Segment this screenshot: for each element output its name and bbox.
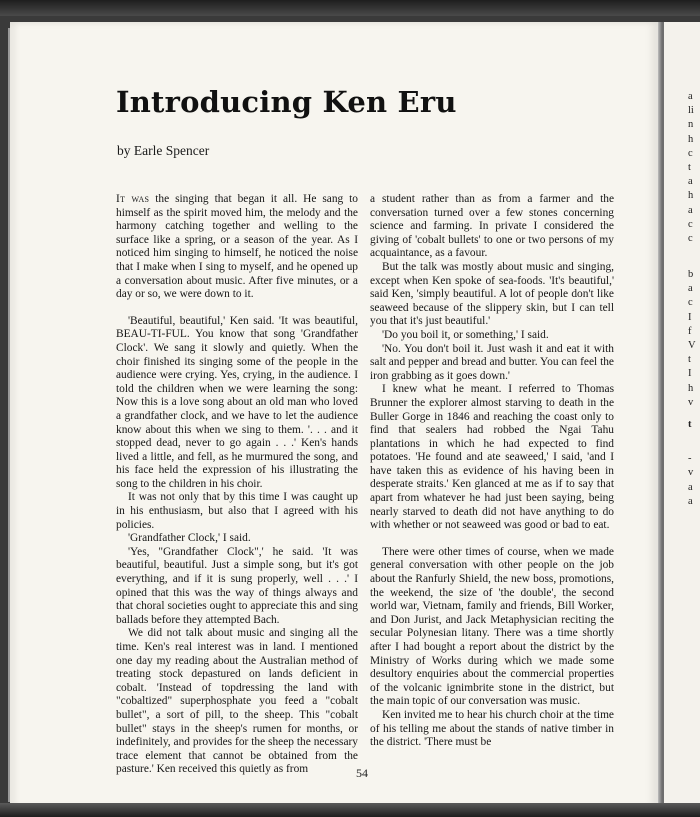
fragment: h	[688, 382, 694, 394]
article-byline: by Earle Spencer	[117, 143, 210, 158]
fragment: I	[688, 311, 692, 323]
paragraph: I knew what he meant. I referred to Thomas Brunner the explorer almost starving to death in the Buller Gorge in 1846 and reaching the coast only to find that sealers had robbed the Ngai Tahu plantations in which he had expected to find potatoes. 'He found and ate seaweed,' I said, 'and I have taken this as evidence of his having been in desperate straits.' Ken glanced at me as if to say that apart from whatever he had just been saying, being nearly starved to death did not have anything to do with whether or not seaweed was good or bad to eat.	[370, 383, 614, 532]
fragment: h	[688, 190, 694, 202]
fragment: a	[688, 91, 693, 102]
fragment-block	[688, 418, 700, 432]
fragment: t	[688, 354, 691, 366]
fragment: n	[688, 119, 694, 131]
fragment: v	[688, 467, 694, 479]
paragraph	[116, 193, 358, 302]
paragraph: It was not only that by this time I was caught up in his enthusiasm, but also that I agreed with his policies.	[116, 491, 358, 531]
text-column-left	[116, 193, 358, 777]
paragraph-text: the singing that began it all. He sang to himself as the spirit moved him, the melody and the harmony catching together and welling to the surface like a spring, or a season of the year. As I noticed him singing to himself, he noticed the noise that I make when I sing to myself, and he opened up a conversation about music. After five minutes, or a day or so, we were down to it.	[116, 193, 359, 301]
paragraph: 'Yes, "Grandfather Clock",' he said. 'It was beautiful, beautiful. Just a simple song, but it's got everything, and if it is sung properly, well . . .' I opined that this was the way of things always and that choral societies ought to appreciate this and sing ballads before they attempted Bach.	[116, 545, 358, 626]
fragment-block	[688, 452, 700, 509]
fragment: b	[688, 269, 694, 281]
fragment: v	[688, 396, 694, 408]
fragment: -	[688, 453, 692, 465]
fragment: c	[688, 297, 693, 309]
fragment: a	[688, 283, 693, 295]
fragment: f	[688, 325, 692, 337]
fragment: c	[688, 218, 693, 230]
fragment: V	[688, 340, 696, 351]
paragraph: Ken invited me to hear his church choir at the time of his telling me about the stands of native timber in the district. 'There must be	[370, 708, 614, 749]
fragment: a	[688, 481, 693, 493]
paragraph: 'No. You don't boil it. Just wash it and eat it with salt and pepper and bread and butter. You can feel the iron grabbing as it goes down.'	[370, 342, 614, 382]
fragment: I	[688, 368, 692, 380]
paragraph: 'Do you boil it, or something,' I said.	[382, 328, 549, 341]
page-number: 54	[356, 766, 368, 780]
fragment-block	[688, 268, 700, 410]
paragraph: a student rather than as from a farmer and the conversation turned over a few stones concerning science and farming. In private I considered the giving of 'cobalt bullets' to one or two persons of my acquaintance, as a favour.	[370, 193, 614, 260]
magazine-page	[10, 22, 658, 808]
paragraph: 'Grandfather Clock,' I said.	[128, 532, 251, 545]
fragment: h	[688, 133, 694, 145]
scanner-edge-top	[0, 0, 700, 16]
fragment: t	[688, 418, 692, 430]
fragment-block	[688, 90, 700, 246]
scanner-edge-bottom	[0, 803, 700, 817]
text-column-right	[370, 193, 614, 750]
fragment: c	[688, 147, 693, 159]
fragment: a	[688, 204, 693, 216]
paragraph: 'Beautiful, beautiful,' Ken said. 'It was beautiful, BEAU-TI-FUL. You know that song 'Grandfather Clock'. We sang it slowly and quietly. When the choir finished its singing some of the people in the audience were crying. Yes, crying, in the audience. I told the children when we were learning the song: Now this is a love song about an old man who loved a grandfather clock, and we have to let the audience know about this when we sing to them. '. . . and it stopped dead, never to go again . . .' Ken's hands lived a little, and fell, as he murmured the song, and his face held the expression of his illustrating the song to the children in his choir.	[116, 314, 358, 490]
paragraph: There were other times of course, when we made general conversation with other people on the job about the Ranfurly Shield, the new boss, promotions, the weekend, the size of 'the double', the second world war, Vietnam, family and friends, Bill Worker, and Don Jurist, and Jack Metaphysician reciting the secular Polynesian litany. There was a time shortly after I had bought a report about the district by the Ministry of Works during which we made some desultory enquiries about the commercial properties of the volcanic ignimbrite stone in the district, but the main topic of our conversation was music.	[370, 545, 614, 708]
fragment: a	[688, 176, 693, 188]
paragraph: But the talk was mostly about music and singing, except when Ken spoke of sea-foods. 'It's beautiful,' said Ken, 'simply beautiful. A lot of people don't like seaweed because of the slippery skin, but I can tell you that it's just beautiful.'	[370, 260, 614, 328]
facing-page-text-fragments	[688, 90, 700, 515]
facing-page-edge	[662, 22, 700, 808]
article-title: Introducing Ken Eru	[116, 85, 457, 119]
paragraph: We did not talk about music and singing all the time. Ken's real interest was in land. I mentioned one day my reading about the Australian method of treating stock depastured on lands deficient in cobalt. 'Instead of topdressing the land with "cobaltized" superphosphate you feed a "cobalt bullet", a sort of pill, to the sheep. This "cobalt bullet" stays in the sheep's rumen for months, or indefinitely, and provides for the sheep the necessary trace element that cannot be obtained from the pasture.' Ken received this quietly as from	[116, 627, 358, 776]
fragment: t	[688, 161, 691, 173]
fragment: li	[688, 105, 694, 117]
fragment: c	[688, 232, 693, 244]
opening-words: It was	[116, 193, 150, 205]
fragment: a	[688, 495, 693, 507]
